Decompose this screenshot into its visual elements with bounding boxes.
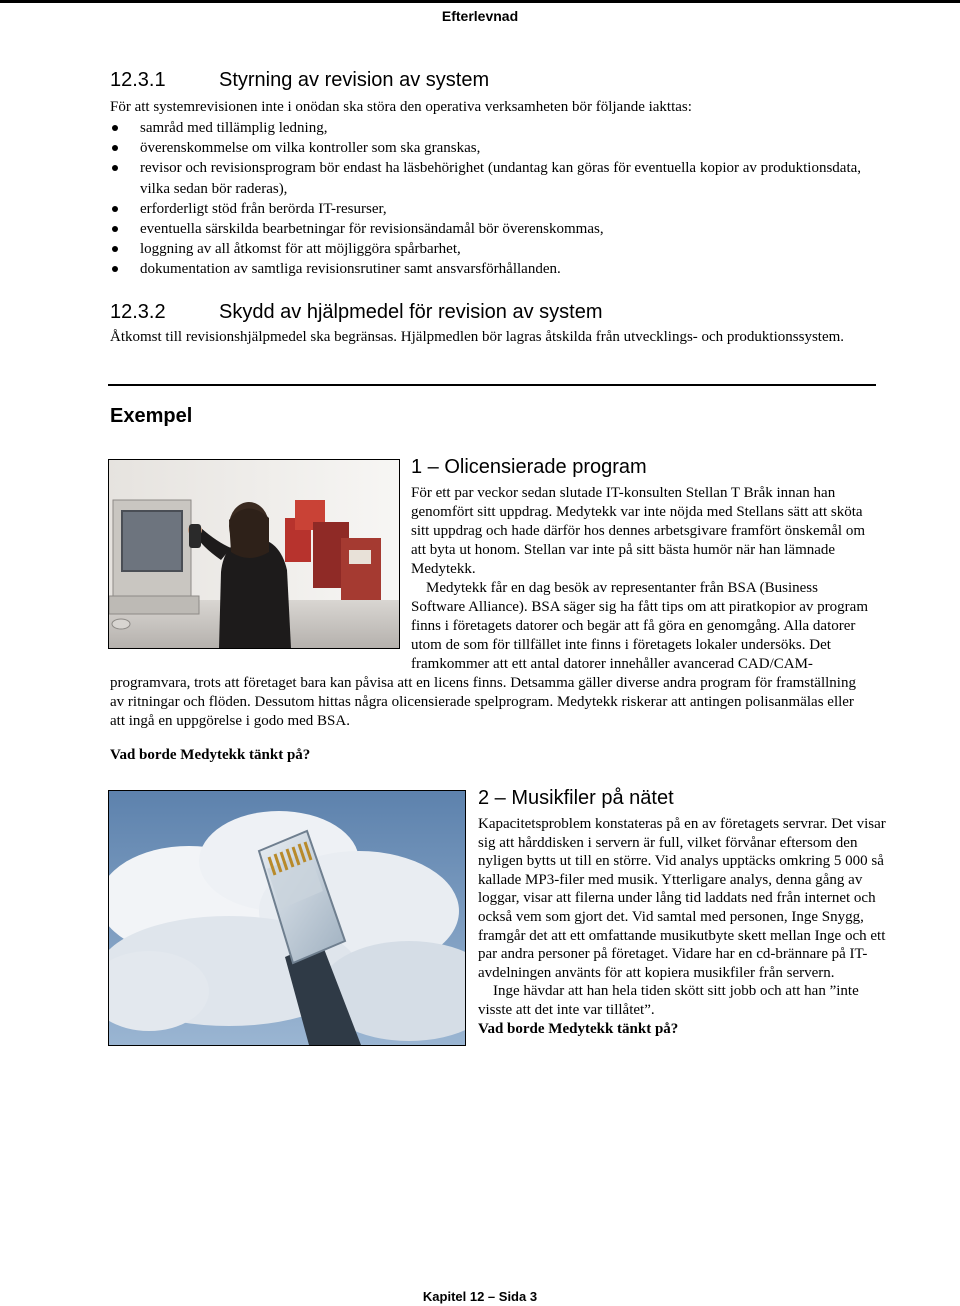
list-item: dokumentation av samtliga revisionsrutiner samt ansvarsförhållanden. (110, 259, 880, 279)
list-item: samråd med tillämplig ledning, (110, 118, 880, 138)
case-2-question: Vad borde Medytekk tänkt på? (478, 1020, 679, 1037)
section-text: Åtkomst till revisionshjälpmedel ska begränsas. Hjälpmedlen bör lagras åtskilda från utvecklings- och produktionssystem. (110, 329, 845, 345)
case-1-title: 1 – Olicensierade program (411, 456, 647, 478)
case-2-body (478, 815, 888, 1038)
section-heading-12-3-2 (110, 300, 890, 324)
network-cable-illustration (109, 791, 465, 1045)
list-item: revisor och revisionsprogram bör endast ha läsbehörighet (undantag kan göras för eventuella kopior av produktionsdata, vilka sedan bör raderas), (110, 158, 880, 198)
section-title: Styrning av revision av system (219, 69, 490, 91)
case-1-paragraph-1: För ett par veckor sedan slutade IT-konsulten Stellan T Bråk innan han genomfört sitt uppdrag. Medytekk var inte nöjda med Stellans sätt att sköta sitt uppdrag och hade därför hos dennes arbetsgivare framfört önskemål om att byta ut honom. Stellan var inte på sitt bästa humör när han lämnade Medytekk. (411, 485, 866, 577)
case-1-paragraph-2: Medytekk får en dag besök av representanter från BSA (Business Software Alliance). BSA säger sig ha fått tips om att piratkopior av program finns i företagets datorer och begär att få göra en genomgång. Alla datorer utom de som för tillfället inte finns i företagets lokaler undersöks. Det framkommer att ett antal datorer innehåller avancerad CAD/CAM-programvara, trots att företaget bara kan påvisa att en licens finns. Detsamma gäller diverse andra program för framställning av ritningar och flöden. Dessutom hittas några olicensierade spelprogram. Medytekk riskerar att antingen polisanmälas eller att ingå en uppgörelse i godo med BSA. (110, 580, 868, 729)
case-2-title: 2 – Musikfiler på nätet (478, 787, 674, 809)
header-rule (0, 0, 960, 3)
example-heading: Exempel (110, 405, 193, 427)
case-1-body (110, 484, 870, 731)
list-item: erforderligt stöd från berörda IT-resurser, (110, 199, 880, 219)
list-item: överenskommelse om vilka kontroller som ska granskas, (110, 138, 880, 158)
case-1-question: Vad borde Medytekk tänkt på? (110, 747, 311, 763)
case-2-paragraph-1: Kapacitetsproblem konstateras på en av företagets servrar. Det visar sig att hårddisken i servern är full, vilket förvånar eftersom den nyligen bytts ut till en större. Vid analys upptäcks omkring 5 000 så kallade MP3-filer med musik. Ytterligare analys, denna gång av loggar, visar att filerna under lång tid laddats ned från internet och också vem som gjort det. Vid samtal med personen, Inge Snygg, framgår det att ett omfattande musikutbyte skett mellan Inge och ett par andra personer på företaget. Vidare har en cd-brännare på IT-avdelningen använts för att kopiera musikfiler från servern. (478, 816, 886, 981)
section-number: 12.3.2 (110, 301, 166, 323)
running-header: Efterlevnad (441, 8, 519, 24)
case-2-paragraph-2: Inge hävdar att han hela tiden skött sitt jobb och att han ”inte visste att det inte var tillåtet”. (478, 983, 859, 1018)
photo-wrap-spacer (110, 484, 411, 662)
section-heading-12-3-1 (110, 68, 890, 92)
section-number: 12.3.1 (110, 69, 166, 91)
list-item: eventuella särskilda bearbetningar för revisionsändamål bör överenskommas, (110, 219, 880, 239)
section-intro: För att systemrevisionen inte i onödan ska störa den operativa verksamheten bör följande iakttas: (110, 99, 692, 115)
network-cable-clouds-photo (108, 790, 466, 1046)
list-item: loggning av all åtkomst för att möjliggöra spårbarhet, (110, 239, 880, 259)
requirements-list (110, 118, 880, 280)
page-footer: Kapitel 12 – Sida 3 (422, 1289, 538, 1304)
horizontal-divider (108, 384, 876, 386)
section-title: Skydd av hjälpmedel för revision av system (219, 301, 603, 323)
